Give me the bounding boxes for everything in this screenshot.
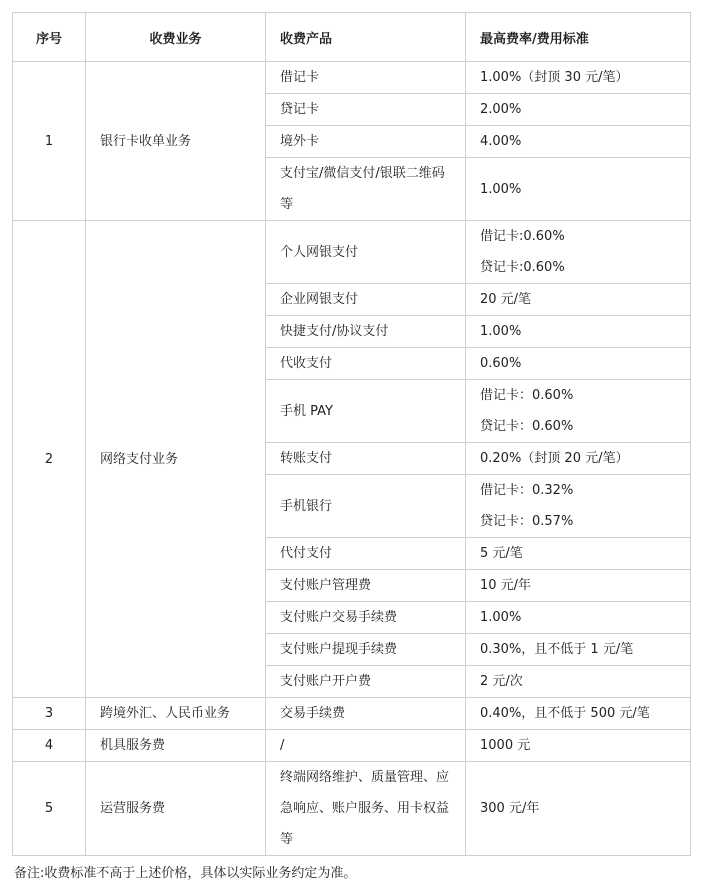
fee-cell: 1.00%	[466, 158, 691, 221]
seq-cell: 1	[13, 62, 86, 221]
fee-line: 借记卡：0.60%	[480, 388, 574, 403]
business-cell: 网络支付业务	[86, 221, 266, 698]
fee-cell: 2.00%	[466, 94, 691, 126]
fee-cell	[466, 475, 691, 538]
product-cell: 支付账户管理费	[266, 570, 466, 602]
product-cell: 代付支付	[266, 538, 466, 570]
header-fee: 最高费率/费用标准	[466, 13, 691, 62]
table-row	[13, 221, 691, 284]
seq-cell: 4	[13, 730, 86, 762]
fee-table	[12, 12, 691, 856]
product-cell: 支付账户提现手续费	[266, 634, 466, 666]
fee-cell: 2 元/次	[466, 666, 691, 698]
header-business: 收费业务	[86, 13, 266, 62]
product-cell: 手机银行	[266, 475, 466, 538]
fee-line: 借记卡:0.60%	[480, 229, 565, 244]
footnote: 备注:收费标准不高于上述价格，具体以实际业务约定为准。	[14, 866, 357, 881]
business-cell: 银行卡收单业务	[86, 62, 266, 221]
product-cell: 境外卡	[266, 126, 466, 158]
fee-cell: 10 元/年	[466, 570, 691, 602]
fee-line: 借记卡：0.32%	[480, 483, 574, 498]
seq-cell: 5	[13, 762, 86, 856]
fee-cell	[466, 221, 691, 284]
product-cell: 企业网银支付	[266, 284, 466, 316]
product-cell: 快捷支付/协议支付	[266, 316, 466, 348]
business-cell: 跨境外汇、人民币业务	[86, 698, 266, 730]
fee-cell: 0.60%	[466, 348, 691, 380]
product-cell: /	[266, 730, 466, 762]
fee-line: 贷记卡：0.57%	[480, 514, 574, 529]
fee-cell: 20 元/笔	[466, 284, 691, 316]
product-cell: 支付宝/微信支付/银联二维码等	[266, 158, 466, 221]
fee-cell: 0.30%，且不低于 1 元/笔	[466, 634, 691, 666]
product-cell: 手机 PAY	[266, 380, 466, 443]
fee-cell: 0.40%，且不低于 500 元/笔	[466, 698, 691, 730]
product-cell: 个人网银支付	[266, 221, 466, 284]
header-seq: 序号	[13, 13, 86, 62]
fee-cell	[466, 380, 691, 443]
table-row	[13, 730, 691, 762]
fee-line: 贷记卡：0.60%	[480, 419, 574, 434]
product-cell: 支付账户开户费	[266, 666, 466, 698]
fee-cell: 4.00%	[466, 126, 691, 158]
product-cell: 借记卡	[266, 62, 466, 94]
seq-cell: 2	[13, 221, 86, 698]
fee-cell: 1.00%	[466, 602, 691, 634]
fee-cell: 0.20%（封顶 20 元/笔）	[466, 443, 691, 475]
product-cell: 终端网络维护、质量管理、应急响应、账户服务、用卡权益等	[266, 762, 466, 856]
product-cell: 转账支付	[266, 443, 466, 475]
table-row	[13, 698, 691, 730]
product-cell: 代收支付	[266, 348, 466, 380]
fee-cell: 300 元/年	[466, 762, 691, 856]
fee-cell: 5 元/笔	[466, 538, 691, 570]
header-row	[13, 13, 691, 62]
fee-cell: 1.00%（封顶 30 元/笔）	[466, 62, 691, 94]
fee-line: 贷记卡:0.60%	[480, 260, 565, 275]
table-row	[13, 762, 691, 856]
seq-cell: 3	[13, 698, 86, 730]
fee-cell: 1000 元	[466, 730, 691, 762]
product-cell: 交易手续费	[266, 698, 466, 730]
fee-cell: 1.00%	[466, 316, 691, 348]
product-cell: 支付账户交易手续费	[266, 602, 466, 634]
product-cell: 贷记卡	[266, 94, 466, 126]
table-row	[13, 62, 691, 94]
header-product: 收费产品	[266, 13, 466, 62]
business-cell: 运营服务费	[86, 762, 266, 856]
business-cell: 机具服务费	[86, 730, 266, 762]
